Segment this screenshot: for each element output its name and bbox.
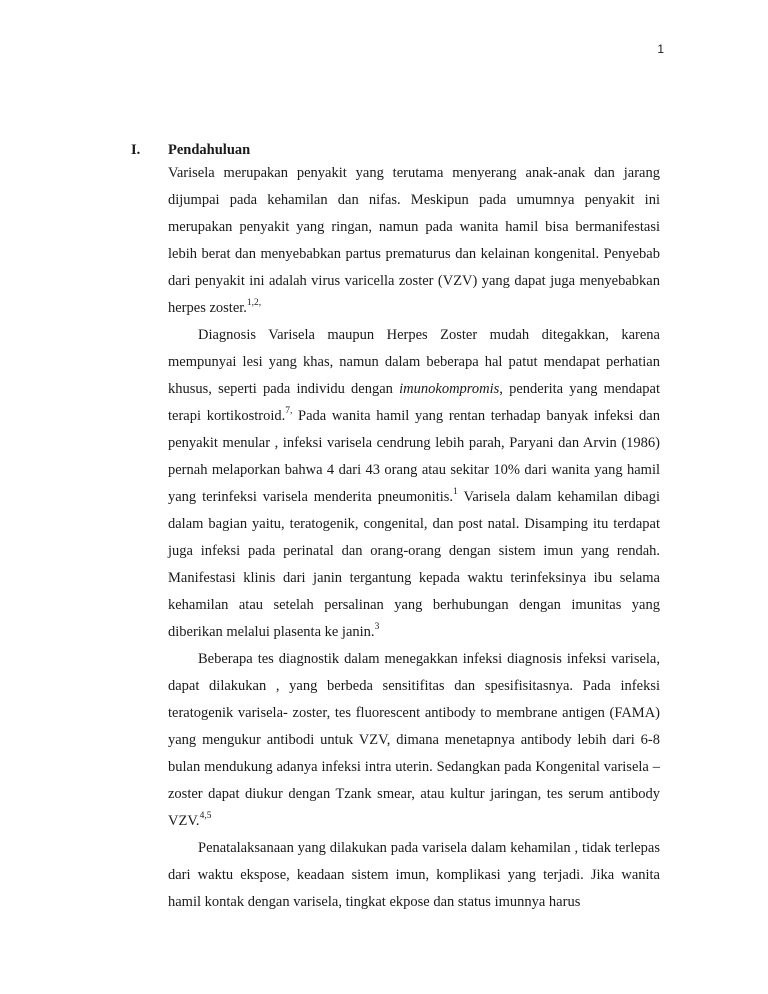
paragraph-2-italic-term: imunokompromis, xyxy=(399,381,503,397)
paragraph-2-text-a: Diagnosis Varisela maupun Herpes Zoster mudah ditegakkan, karena mempunyai lesi yang khas, namun dalam beberapa hal patut mendapat perhatian khusus, seperti pada individu dengan xyxy=(168,327,660,397)
paragraph-2-text-b: penderita yang mendapat terapi kortikostroid. xyxy=(168,381,661,424)
section-title: Pendahuluan xyxy=(168,142,251,158)
citation-ref: 4,5 xyxy=(199,811,212,821)
paragraph-2 xyxy=(168,322,660,646)
paragraph-1-text: Varisela merupakan penyakit yang terutama menyerang anak-anak dan jarang dijumpai pada kehamilan dan nifas. Meskipun pada umumnya penyakit ini merupakan penyakit yang ringan, namun pada wanita hamil bisa bermanifestasi lebih berat dan menyebabkan partus prematurus dan kelainan kongenital. Penyebab dari penyakit ini adalah virus varicella zoster (VZV) yang dapat juga menyebabkan herpes zoster. xyxy=(168,165,660,316)
page-number: 1 xyxy=(657,42,664,56)
citation-ref: 7, xyxy=(285,406,293,416)
paragraph-3-text: Beberapa tes diagnostik dalam menegakkan infeksi diagnosis infeksi varisela, dapat dilakukan , yang berbeda sensitifitas dan spesifisitasnya. Pada infeksi teratogenik varisela- zoster, tes fluorescent antibody to membrane antigen (FAMA) yang mengukur antibodi untuk VZV, dimana menetapnya antibody lebih dari 6-8 bulan mendukung adanya infeksi intra uterin. Sedangkan pada Kongenital varisela – zoster dapat diukur dengan Tzank smear, atau kultur jaringan, tes serum antibody VZV. xyxy=(168,651,660,829)
body-text xyxy=(168,160,660,916)
section-number: I. xyxy=(131,142,141,158)
citation-ref: 3 xyxy=(374,622,380,632)
citation-ref: 1 xyxy=(453,487,458,497)
paragraph-1 xyxy=(168,160,660,322)
paragraph-2-text-d: Varisela dalam kehamilan dibagi dalam bagian yaitu, teratogenik, congenital, dan post natal. Disamping itu terdapat juga infeksi pada perinatal dan orang-orang dengan sistem imun yang rendah. Manifestasi klinis dari janin tergantung kepada waktu terinfeksinya ibu selama kehamilan atau setelah persalinan yang berhubungan dengan imunitas yang diberikan melalui plasenta ke janin. xyxy=(168,489,660,640)
paragraph-4 xyxy=(168,835,660,916)
citation-ref: 1,2, xyxy=(246,298,262,308)
paragraph-2-text-c: Pada wanita hamil yang rentan terhadap banyak infeksi dan penyakit menular , infeksi varisela cendrung lebih parah, Paryani dan Arvin (1986) pernah melaporkan bahwa 4 dari 43 orang atau sekitar 10% dari wanita yang hamil yang terinfeksi varisela menderita pneumonitis. xyxy=(168,408,660,505)
paragraph-3 xyxy=(168,646,660,835)
section-heading xyxy=(131,142,250,159)
paragraph-4-text: Penatalaksanaan yang dilakukan pada varisela dalam kehamilan , tidak terlepas dari waktu ekspose, keadaan sistem imun, komplikasi yang terjadi. Jika wanita hamil kontak dengan varisela, tingkat ekpose dan status imunnya harus xyxy=(168,840,660,910)
